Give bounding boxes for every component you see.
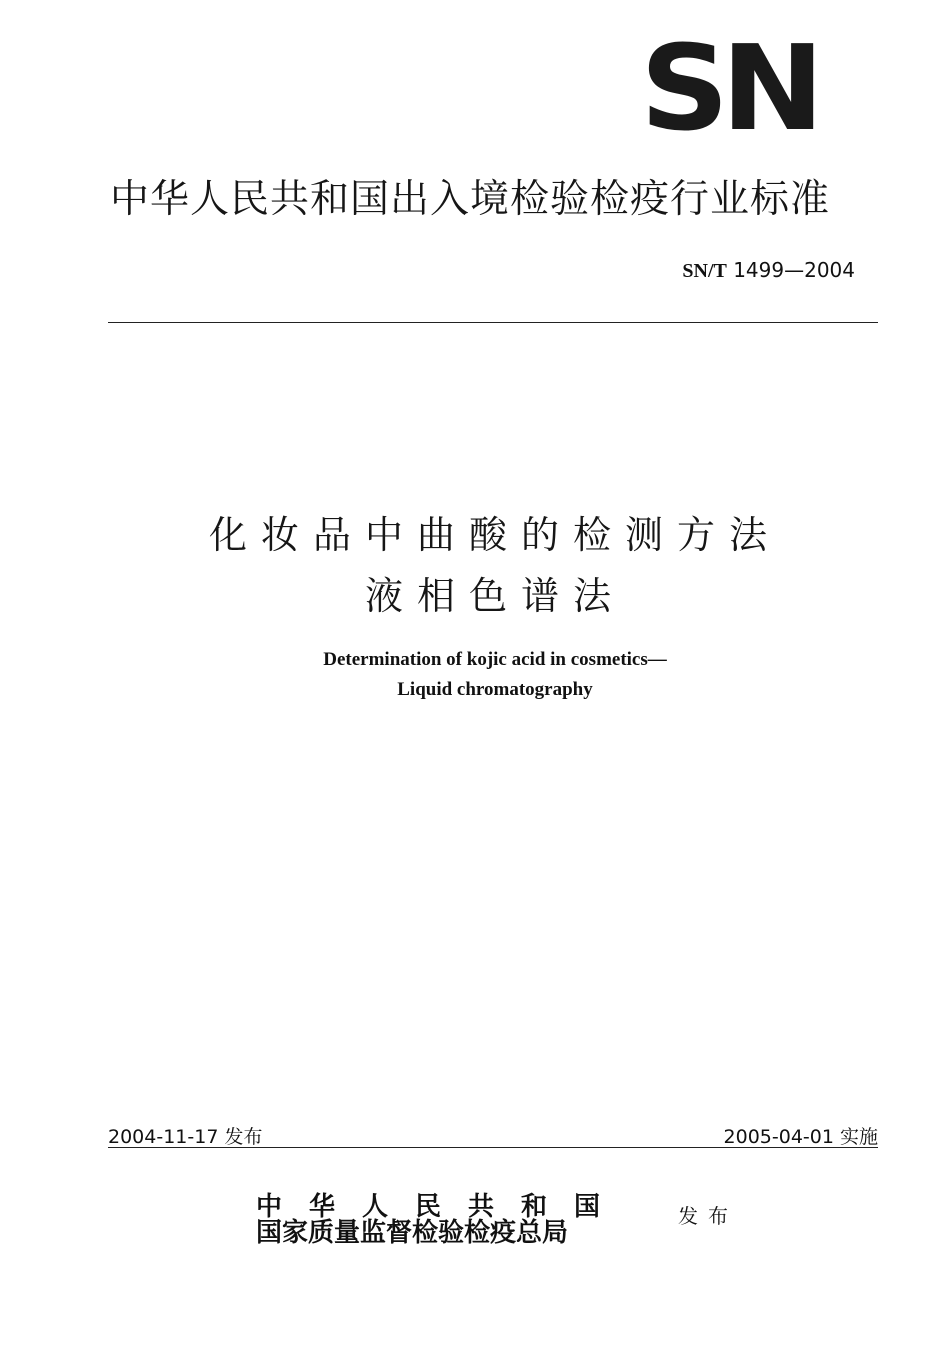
implementation-date: 2005-04-01 实施	[723, 1126, 878, 1148]
authority-suffix: 发布	[678, 1204, 738, 1228]
standard-number: 1499—2004	[733, 258, 855, 282]
top-divider	[108, 322, 878, 323]
english-title-line2: Liquid chromatography	[397, 679, 593, 700]
bottom-divider	[108, 1147, 878, 1148]
standard-code	[682, 258, 855, 283]
release-date: 2004-11-17 发布	[108, 1126, 263, 1148]
chinese-title-line2: 液相色谱法	[364, 574, 625, 618]
sn-logo: SN	[640, 19, 817, 157]
issuer-title: 中华人民共和国出入境检验检疫行业标准	[110, 177, 831, 222]
standard-prefix: SN/T	[682, 260, 727, 282]
chinese-title-line1: 化妆品中曲酸的检测方法	[208, 513, 781, 557]
authority-line2: 国家质量监督检验检疫总局	[256, 1218, 569, 1248]
authority-line1: 中华人民共和国	[256, 1192, 628, 1222]
english-title-line1: Determination of kojic acid in cosmetics—	[323, 649, 667, 670]
